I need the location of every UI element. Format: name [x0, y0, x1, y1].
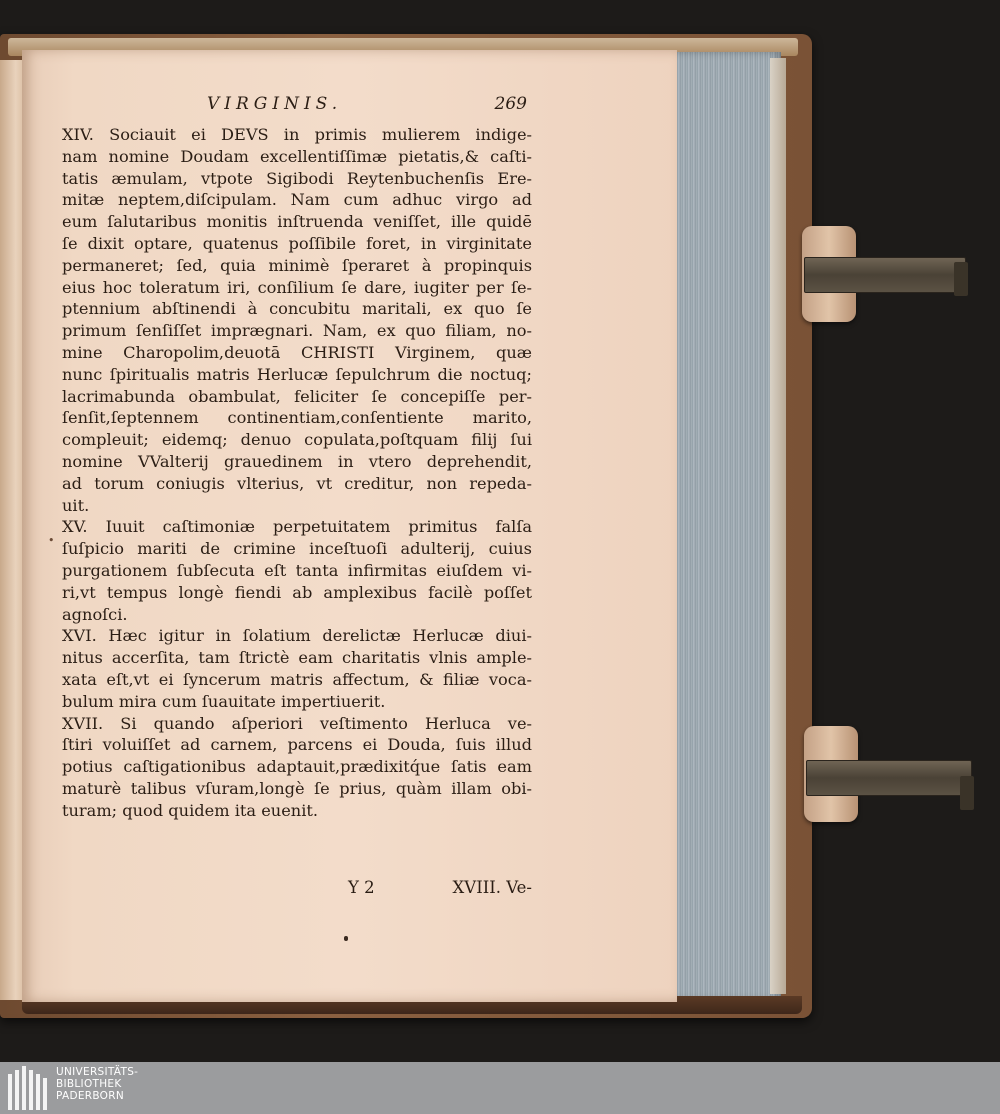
text-line: XV. Iuuit caſtimoniæ perpetuitatem primitus falſa	[62, 517, 532, 537]
library-name	[56, 1066, 138, 1102]
signature-mark: Y 2	[348, 878, 375, 897]
library-line-3: PADERBORN	[56, 1090, 124, 1102]
page-text	[62, 124, 532, 822]
text-line: mine Charopolim,deuotā CHRISTI Virginem, quæ	[62, 342, 532, 362]
text-line: uit.	[62, 495, 90, 515]
upper-clasp-tip	[954, 262, 968, 296]
text-line: ad torum coniugis vlterius, vt creditur, non repeda-	[62, 473, 532, 493]
page-header	[207, 94, 527, 120]
text-line: ſuſpicio mariti de crimine inceſtuoſi adulterij, cuius	[62, 539, 532, 559]
page-number: 269	[494, 94, 527, 114]
text-line: mitæ neptem,diſcipulam. Nam cum adhuc virgo ad	[62, 190, 532, 210]
text-line: nunc ſpiritualis matris Herlucæ ſepulchrum die noctuq;	[62, 364, 532, 384]
lower-clasp-tip	[960, 776, 974, 810]
text-line: XVI. Hæc igitur in ſolatium derelictæ Herlucæ diui-	[62, 626, 532, 646]
text-line: potius caſtigationibus adaptauit,prædixitq́ue ſatis eam	[62, 757, 532, 777]
upper-clasp-bar	[804, 257, 966, 293]
text-line: nam nomine Doudam excellentiſſimæ pietatis,& caſti-	[62, 146, 532, 166]
text-line: XIV. Sociauit ei DEVS in primis mulierem indige-	[62, 125, 532, 144]
library-line-1: UNIVERSITÄTS-	[56, 1066, 139, 1078]
text-line: bulum mira cum ſuauitate impertiuerit.	[62, 691, 386, 711]
margin-mark: •	[48, 534, 55, 547]
text-line: ſe dixit optare, quatenus poſſibile foret, in virginitate	[62, 233, 532, 253]
running-title: VIRGINIS.	[207, 94, 343, 114]
library-logo-icon	[8, 1066, 48, 1110]
text-line: XVII. Si quando aſperiori veſtimento Herluca ve-	[62, 713, 532, 733]
lower-clasp-bar	[806, 760, 972, 796]
text-line: lacrimabunda obambulat, feliciter ſe concepiſſe per-	[62, 386, 532, 406]
text-line: nomine VValterij grauedinem in vtero deprehendit,	[62, 451, 532, 471]
text-line: permaneret; ſed, quia minimè ſperaret à propinquis	[62, 255, 532, 275]
text-line: turam; quod quidem ita euenit.	[62, 800, 319, 820]
catchword: XVIII. Ve-	[452, 878, 532, 897]
library-line-2: BIBLIOTHEK	[56, 1078, 122, 1090]
text-line: ſtiri voluiſſet ad carnem, parcens ei Douda, ſuis illud	[62, 735, 532, 755]
page-footer	[62, 878, 532, 902]
ink-spot	[344, 936, 348, 941]
fore-edge-shade	[770, 58, 786, 994]
text-line: compleuit; eidemq; denuo copulata,poſtquam filij ſui	[62, 430, 532, 450]
text-line: primum ſenſiſſet imprægnari. Nam, ex quo filiam, no-	[62, 321, 532, 341]
text-line: tatis æmulam, vtpote Sigibodi Reytenbuchenſis Ere-	[62, 168, 532, 188]
text-line: eius hoc toleratum iri, conſilium ſe dare, iugiter per ſe-	[62, 277, 532, 297]
text-line: ptennium abſtinendi à concubitu maritali, ex quo ſe	[62, 299, 532, 319]
text-line: maturè talibus vſuram,longè ſe prius, quàm illam obi-	[62, 778, 532, 798]
text-line: ri,vt tempus longè fiendi ab amplexibus facilè poſſet	[62, 582, 532, 602]
library-bar	[0, 1062, 1000, 1114]
text-line: purgationem ſubſecuta eſt tanta infirmitas eiuſdem vi-	[62, 560, 532, 580]
text-line: nitus accerſita, tam ſtrictè eam charitatis vlnis ample-	[62, 648, 532, 668]
text-line: agnoſci.	[62, 604, 128, 624]
text-line: eum ſalutaribus monitis inſtruenda veniſſet, ille quidē	[62, 212, 532, 232]
text-line: xata eſt,vt ei ſyncerum matris affectum, & filiæ voca-	[62, 669, 532, 689]
text-line: ſenſit,ſeptennem continentiam,conſentiente marito,	[62, 408, 532, 428]
